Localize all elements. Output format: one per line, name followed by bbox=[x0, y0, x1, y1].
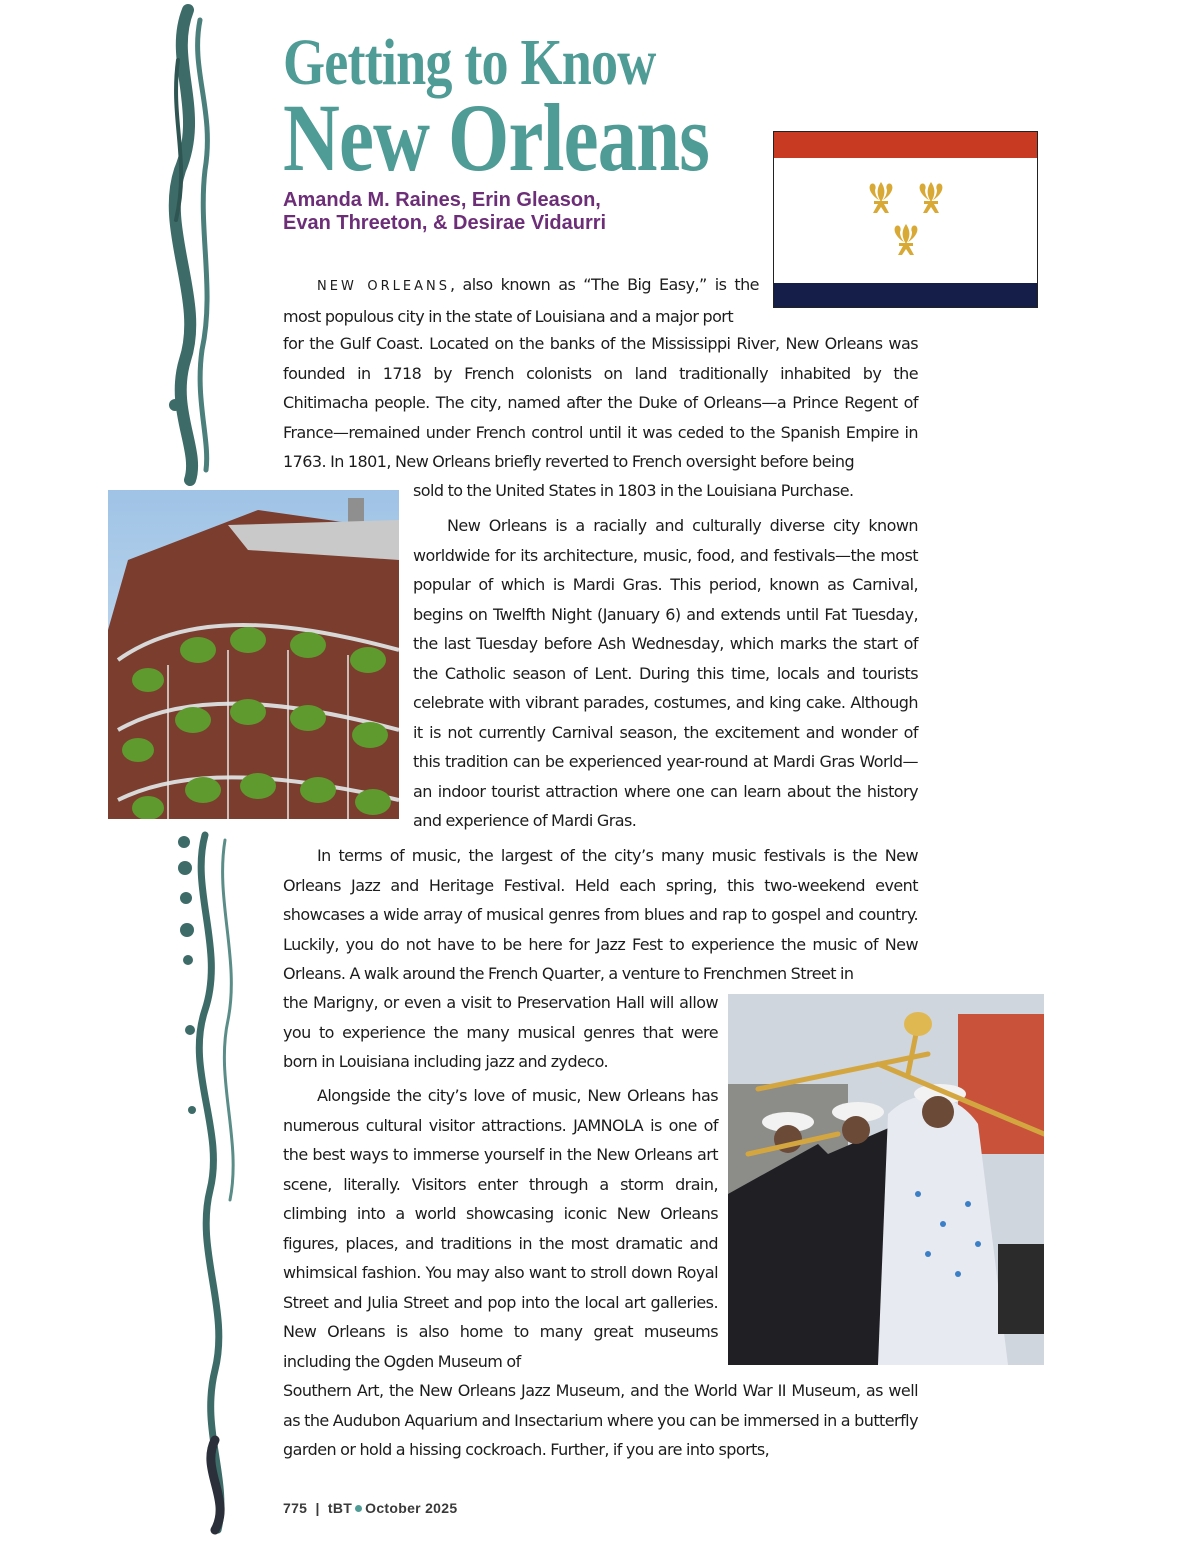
paragraph-4-part-b bbox=[283, 1376, 918, 1465]
issue-date: October 2025 bbox=[365, 1500, 458, 1516]
title-line-2: New Orleans bbox=[283, 84, 710, 191]
footer-separator: | bbox=[315, 1500, 320, 1516]
footer-dot-icon bbox=[355, 1505, 362, 1512]
paragraph-3-text-a: In terms of music, the largest of the city’s many music festivals is the New Orleans Jazz and Heritage Festival. Held each spring, this two-weekend event showcases a wide array of musical genres from blues and rap to gospel and country. Luckily, you do not have to be here for Jazz Fest to experience the music of New Orleans. A walk around the French Quarter, a venture to Frenchmen Street in bbox=[283, 846, 918, 983]
paragraph-2-text: New Orleans is a racially and culturally diverse city known worldwide for its architecture, music, food, and festivals—the most popular of which is Mardi Gras. This period, known as Carnival, begins on Twelfth Night (January 6) and extends until Fat Tuesday, the last Tuesday before Ash Wednesday, which marks the start of the Catholic season of Lent. During this time, locals and tourists celebrate with vibrant parades, costumes, and king cake. Although it is not currently Carnival season, the excitement and wonder of this tradition can be experienced year-round at Mardi Gras World—an indoor tourist attraction where one can learn about the history and experience of Mardi Gras. bbox=[413, 516, 918, 830]
journal-name: tBT bbox=[327, 1500, 353, 1516]
paragraph-1-text-a: , also known as “The Big Easy,” is the most populous city in the state of Louisiana and a major port bbox=[283, 275, 759, 326]
brass-band-photo bbox=[728, 994, 1044, 1365]
page-footer bbox=[283, 1500, 457, 1516]
paragraph-1-text-b: for the Gulf Coast. Located on the banks of the Mississippi River, New Orleans was founded in 1718 by French colonists on land traditionally inhabited by the Chitimacha people. The city, named after the Duke of Orleans—a Prince Regent of France—remained under French control until it was ceded to the Spanish Empire in 1763. In 1801, New Orleans briefly reverted to French oversight before being bbox=[283, 334, 918, 471]
authors-line-1: Amanda M. Raines, Erin Gleason, bbox=[283, 189, 601, 211]
fleur-de-lis-icons bbox=[774, 132, 1036, 306]
title-line-1: Getting to Know bbox=[283, 26, 656, 99]
french-quarter-balcony-photo bbox=[108, 490, 399, 819]
paragraph-2 bbox=[413, 511, 918, 836]
paragraph-3-text-b: the Marigny, or even a visit to Preservation Hall will allow you to experience the many musical genres that were born in Louisiana including jazz and zydeco. bbox=[283, 993, 718, 1071]
paragraph-4-part-a bbox=[283, 1081, 718, 1376]
paragraph-1-part-a bbox=[283, 270, 759, 331]
authors-line-2: Evan Threeton, & Desirae Vidaurri bbox=[283, 212, 607, 234]
paragraph-4-text-a: Alongside the city’s love of music, New Orleans has numerous cultural visitor attractions. JAMNOLA is one of the best ways to immerse yourself in the New Orleans art scene, literally. Visitors enter through a storm drain, climbing into a world showcasing iconic New Orleans figures, places, and traditions in the most dramatic and whimsical fashion. You may also want to stroll down Royal Street and Julia Street and pop into the local art galleries. New Orleans is also home to many great museums including the Ogden Museum of bbox=[283, 1086, 718, 1371]
paragraph-1-part-b bbox=[283, 329, 918, 477]
paragraph-3-part-b bbox=[283, 988, 718, 1077]
paragraph-3-part-a bbox=[283, 841, 918, 989]
new-orleans-flag-image bbox=[773, 131, 1038, 308]
paragraph-1-part-c bbox=[413, 476, 918, 506]
page-number: 775 bbox=[283, 1500, 308, 1516]
article-title bbox=[283, 26, 803, 191]
lead-in-small-caps: NEW ORLEANS bbox=[317, 279, 450, 294]
paragraph-4-text-b: Southern Art, the New Orleans Jazz Museum, and the World War II Museum, as well as the Audubon Aquarium and Insectarium where you can be immersed in a butterfly garden or hold a hissing cockroach. Further, if you are into sports, bbox=[283, 1381, 918, 1459]
paragraph-1-text-c: sold to the United States in 1803 in the Louisiana Purchase. bbox=[413, 481, 854, 500]
author-byline bbox=[283, 189, 606, 235]
